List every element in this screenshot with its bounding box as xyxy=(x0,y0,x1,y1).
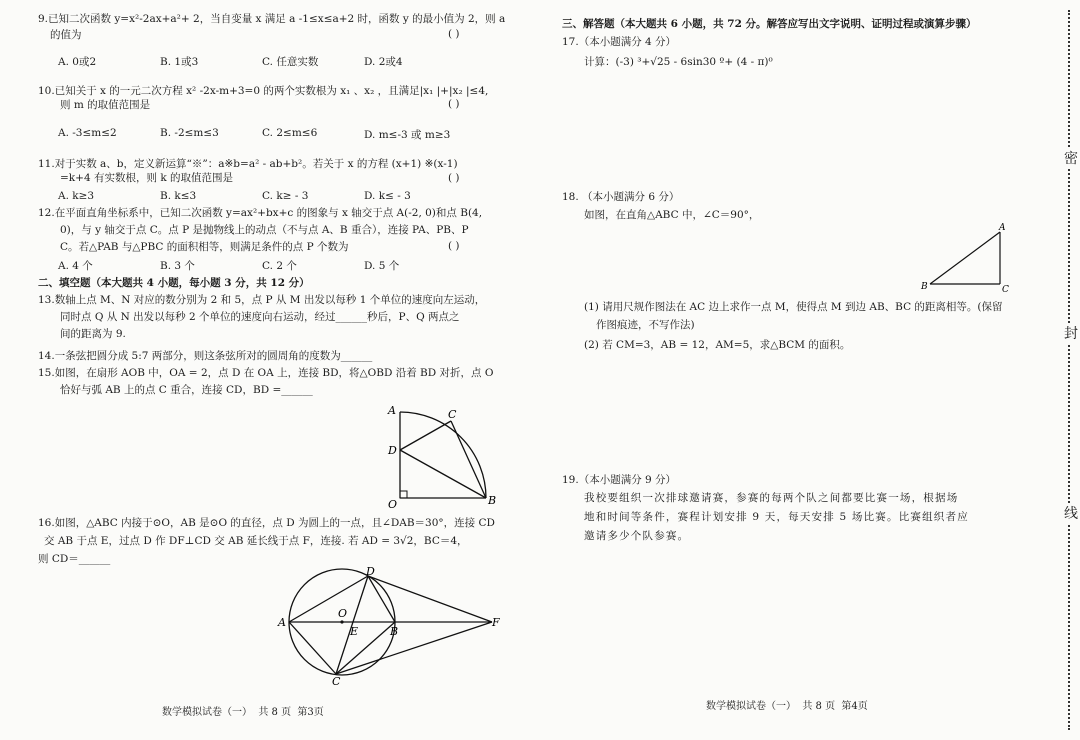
q18-part2: (2) 若 CM=3，AB = 12，AM=5，求△BCM 的面积。 xyxy=(584,339,851,351)
q10-option-a: A. -3≤m≤2 xyxy=(58,127,117,139)
q15-line1: 15.如图，在扇形 AOB 中，OA = 2，点 D 在 OA 上，连接 BD，将△OBD 沿着 BD 对折，点 O xyxy=(38,367,494,379)
q18-intro: 如图，在直角△ABC 中，∠C＝90°， xyxy=(584,209,760,221)
q19-title: 19.（本小题满分 9 分） xyxy=(562,474,677,486)
binding-dotted-line xyxy=(1068,10,1070,730)
q10-option-c: C. 2≤m≤6 xyxy=(262,127,318,139)
q15-line2: 恰好与弧 AB 上的点 C 重合，连接 CD，BD =______ xyxy=(60,384,313,396)
fig15-label-c: C xyxy=(448,408,457,421)
q12-option-a: A. 4 个 xyxy=(58,260,93,272)
fig18-label-a: A xyxy=(999,223,1006,233)
fig15-label-b: B xyxy=(488,494,497,507)
q12-option-d: D. 5 个 xyxy=(364,260,400,272)
q10-line2: 则 m 的取值范围是 xyxy=(60,99,151,111)
q19-line2: 地和时间等条件，赛程计划安排 9 天，每天安排 5 场比赛。比赛组织者应 xyxy=(584,511,969,523)
binding-char-line: 线 xyxy=(1064,503,1078,523)
q19-line1: 我校要组织一次排球邀请赛，参赛的每两个队之间都要比赛一场，根据场 xyxy=(584,492,959,504)
figure-15-sector xyxy=(380,400,510,510)
fig18-label-b: B xyxy=(921,282,928,292)
q16-line1: 16.如图，△ABC 内接于⊙O，AB 是⊙O 的直径，点 D 为圆上的一点，且∠DAB＝30°，连接 CD xyxy=(38,517,495,529)
q12-line3: C。若△PAB 与△PBC 的面积相等，则满足条件的点 P 个数为 xyxy=(60,241,349,253)
q9-line1: 9.已知二次函数 y=x²-2ax+a²+ 2，当自变量 x 满足 a -1≤x≤a+2 时，函数 y 的最小值为 2，则 a xyxy=(38,13,506,25)
q9-line2: 的值为 xyxy=(50,29,82,41)
figure-16-circle xyxy=(278,565,508,688)
q11-line1: 11.对于实数 a、b，定义新运算“※”：a※b=a² - ab+b²。若关于 x 的方程 (x+1) ※(x-1) xyxy=(38,158,458,170)
fig18-label-c: C xyxy=(1002,285,1009,295)
q12-line1: 12.在平面直角坐标系中，已知二次函数 y=ax²+bx+c 的图象与 x 轴交于点 A(-2, 0)和点 B(4, xyxy=(38,207,483,219)
q11-option-c: C. k≥ - 3 xyxy=(262,190,309,202)
q11-option-d: D. k≤ - 3 xyxy=(364,190,411,202)
q10-line1: 10.已知关于 x 的一元二次方程 x² -2x-m+3=0 的两个实数根为 x₁ 、x₂ ，且满足|x₁ |+|x₂ |≤4, xyxy=(38,85,489,97)
q12-option-c: C. 2 个 xyxy=(262,260,297,272)
q17-body: 计算：(-3) ³+√25 - 6sin30 º+ (4 - π)⁰ xyxy=(584,56,773,68)
q17-title: 17.（本小题满分 4 分） xyxy=(562,36,677,48)
q9-answer-paren: ( ) xyxy=(448,28,460,40)
q12-line2: 0)，与 y 轴交于点 C。点 P 是抛物线上的动点（不与点 A、B 重合），连接 PA、PB、P xyxy=(60,224,469,236)
left-page-footer: 数学模拟试卷（一） 共 8 页 第3页 xyxy=(162,707,324,718)
q11-line2: =k+4 有实数根，则 k 的取值范围是 xyxy=(60,172,234,184)
q10-option-d: D. m≤-3 或 m≥3 xyxy=(364,129,451,141)
q14-text: 14.一条弦把圆分成 5:7 两部分，则这条弦所对的圆周角的度数为______ xyxy=(38,350,373,362)
fig16-label-o: O xyxy=(338,607,348,620)
q9-option-c: C. 任意实数 xyxy=(262,56,319,68)
q9-option-b: B. 1或3 xyxy=(160,56,199,68)
right-page-footer: 数学模拟试卷（一） 共 8 页 第4页 xyxy=(706,701,868,712)
q10-option-b: B. -2≤m≤3 xyxy=(160,127,219,139)
fig16-label-f: F xyxy=(492,616,500,629)
q13-line2: 同时点 Q 从 N 出发以每秒 2 个单位的速度向右运动，经过______秒后，P、Q 两点之 xyxy=(60,311,460,323)
fig16-label-d: D xyxy=(366,565,375,578)
q18-part1-line2: 作图痕迹，不写作法) xyxy=(596,319,695,331)
q19-line3: 邀请多少个队参赛。 xyxy=(584,530,690,542)
q11-option-a: A. k≥3 xyxy=(58,190,95,202)
q12-option-b: B. 3 个 xyxy=(160,260,195,272)
q11-option-b: B. k≤3 xyxy=(160,190,197,202)
right-page xyxy=(540,0,1080,740)
q18-part1-line1: (1) 请用尺规作图法在 AC 边上求作一点 M，使得点 M 到边 AB、BC 的距离相等。(保留 xyxy=(584,301,1003,313)
q9-option-d: D. 2或4 xyxy=(364,56,403,68)
section-3-heading: 三、解答题（本大题共 6 小题，共 72 分。解答应写出文字说明、证明过程或演算步骤） xyxy=(562,18,977,30)
fig15-label-d: D xyxy=(388,444,397,457)
q16-line3: 则 CD＝______ xyxy=(38,553,111,565)
q9-option-a: A. 0或2 xyxy=(58,56,97,68)
q18-title: 18. （本小题满分 6 分） xyxy=(562,191,680,203)
q11-answer-paren: ( ) xyxy=(448,172,460,184)
q12-answer-paren: ( ) xyxy=(448,240,460,252)
figure-18-triangle xyxy=(920,222,1010,294)
fig16-label-c: C xyxy=(332,675,341,688)
fig16-label-b: B xyxy=(390,625,399,638)
fig16-label-e: E xyxy=(350,625,359,638)
binding-char-seal: 密 xyxy=(1064,148,1078,168)
fig16-label-a: A xyxy=(278,616,286,629)
binding-char-closed: 封 xyxy=(1064,323,1078,343)
fig15-label-a: A xyxy=(388,404,396,417)
q10-answer-paren: ( ) xyxy=(448,98,460,110)
q13-line1: 13.数轴上点 M、N 对应的数分别为 2 和 5，点 P 从 M 出发以每秒 1 个单位的速度向左运动， xyxy=(38,294,486,306)
q13-line3: 间的距离为 9. xyxy=(60,328,126,340)
section-2-heading: 二、填空题（本大题共 4 小题，每小题 3 分，共 12 分） xyxy=(38,277,310,289)
q16-line2: 交 AB 于点 E，过点 D 作 DF⊥CD 交 AB 延长线于点 F，连接. 若 AD = 3√2，BC＝4， xyxy=(44,535,468,547)
fig15-label-o: O xyxy=(388,498,398,511)
